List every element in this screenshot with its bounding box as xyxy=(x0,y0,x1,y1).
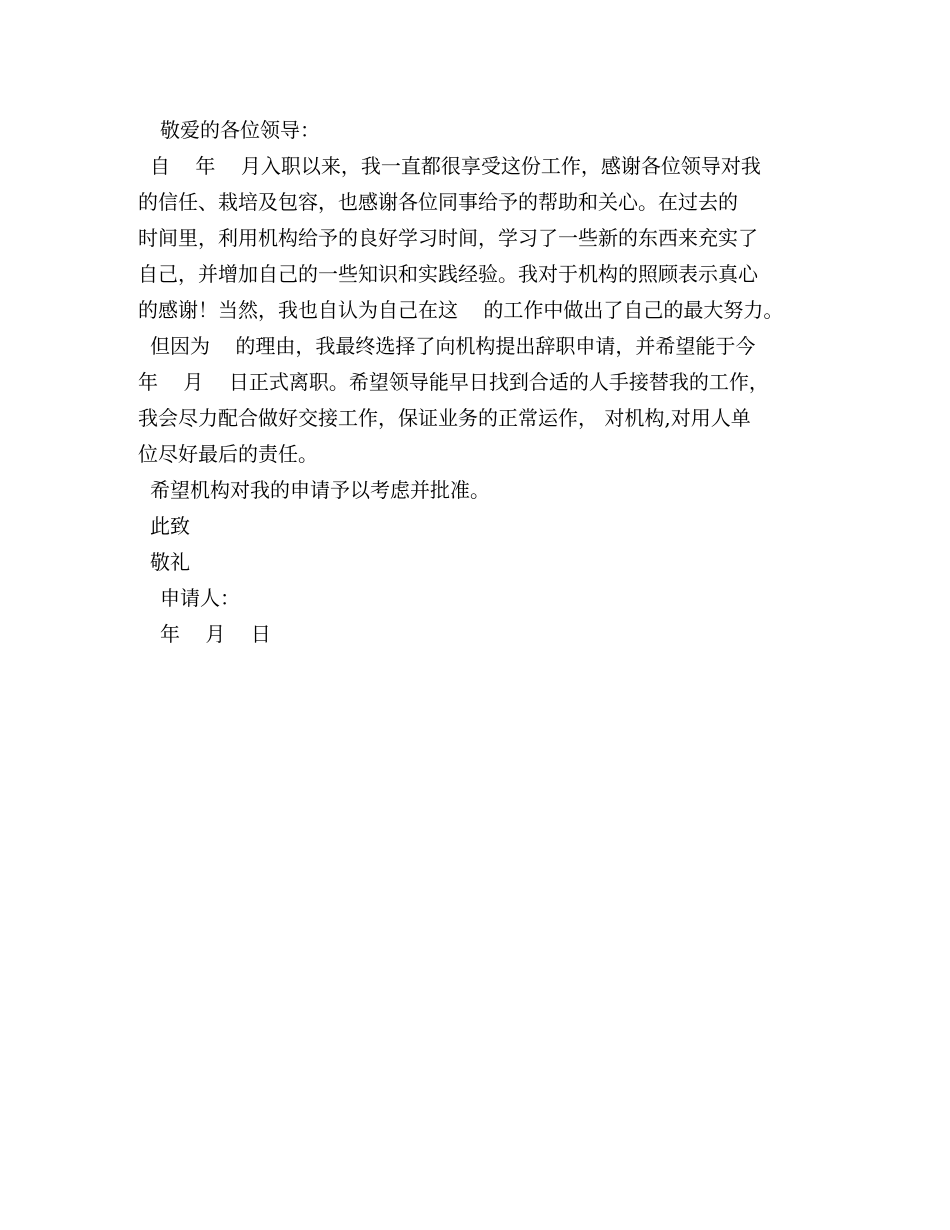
salutation: 敬爱的各位领导： xyxy=(160,118,320,142)
closing-ci-zhi: 此致 xyxy=(150,514,190,538)
signer-label: 申请人： xyxy=(160,586,240,610)
body-line-3: 时间里，利用机构给予的良好学习时间，学习了一些新的东西来充实了 xyxy=(138,226,758,250)
body-line-9: 位尽好最后的责任。 xyxy=(138,442,318,466)
closing-jing-li: 敬礼 xyxy=(150,550,190,574)
body-line-2: 的信任、栽培及包容，也感谢各位同事给予的帮助和关心。在过去的 xyxy=(138,190,738,214)
body-line-7: 年 月 日正式离职。希望领导能早日找到合适的人手接替我的工作， xyxy=(138,370,769,394)
body-line-10: 希望机构对我的申请予以考虑并批准。 xyxy=(150,478,490,502)
body-line-1: 自 年 月入职以来，我一直都很享受这份工作，感谢各位领导对我 xyxy=(150,154,761,178)
body-line-4: 自己，并增加自己的一些知识和实践经验。我对于机构的照顾表示真心 xyxy=(138,262,758,286)
body-line-6: 但因为 的理由，我最终选择了向机构提出辞职申请，并希望能于今 xyxy=(150,334,756,358)
body-line-8: 我会尽力配合做好交接工作，保证业务的正常运作， 对机构,对用人单 xyxy=(138,406,751,430)
body-line-5: 的感谢！当然，我也自认为自己在这 的工作中做出了自己的最大努力。 xyxy=(138,298,784,322)
date-line: 年 月 日 xyxy=(160,622,271,646)
